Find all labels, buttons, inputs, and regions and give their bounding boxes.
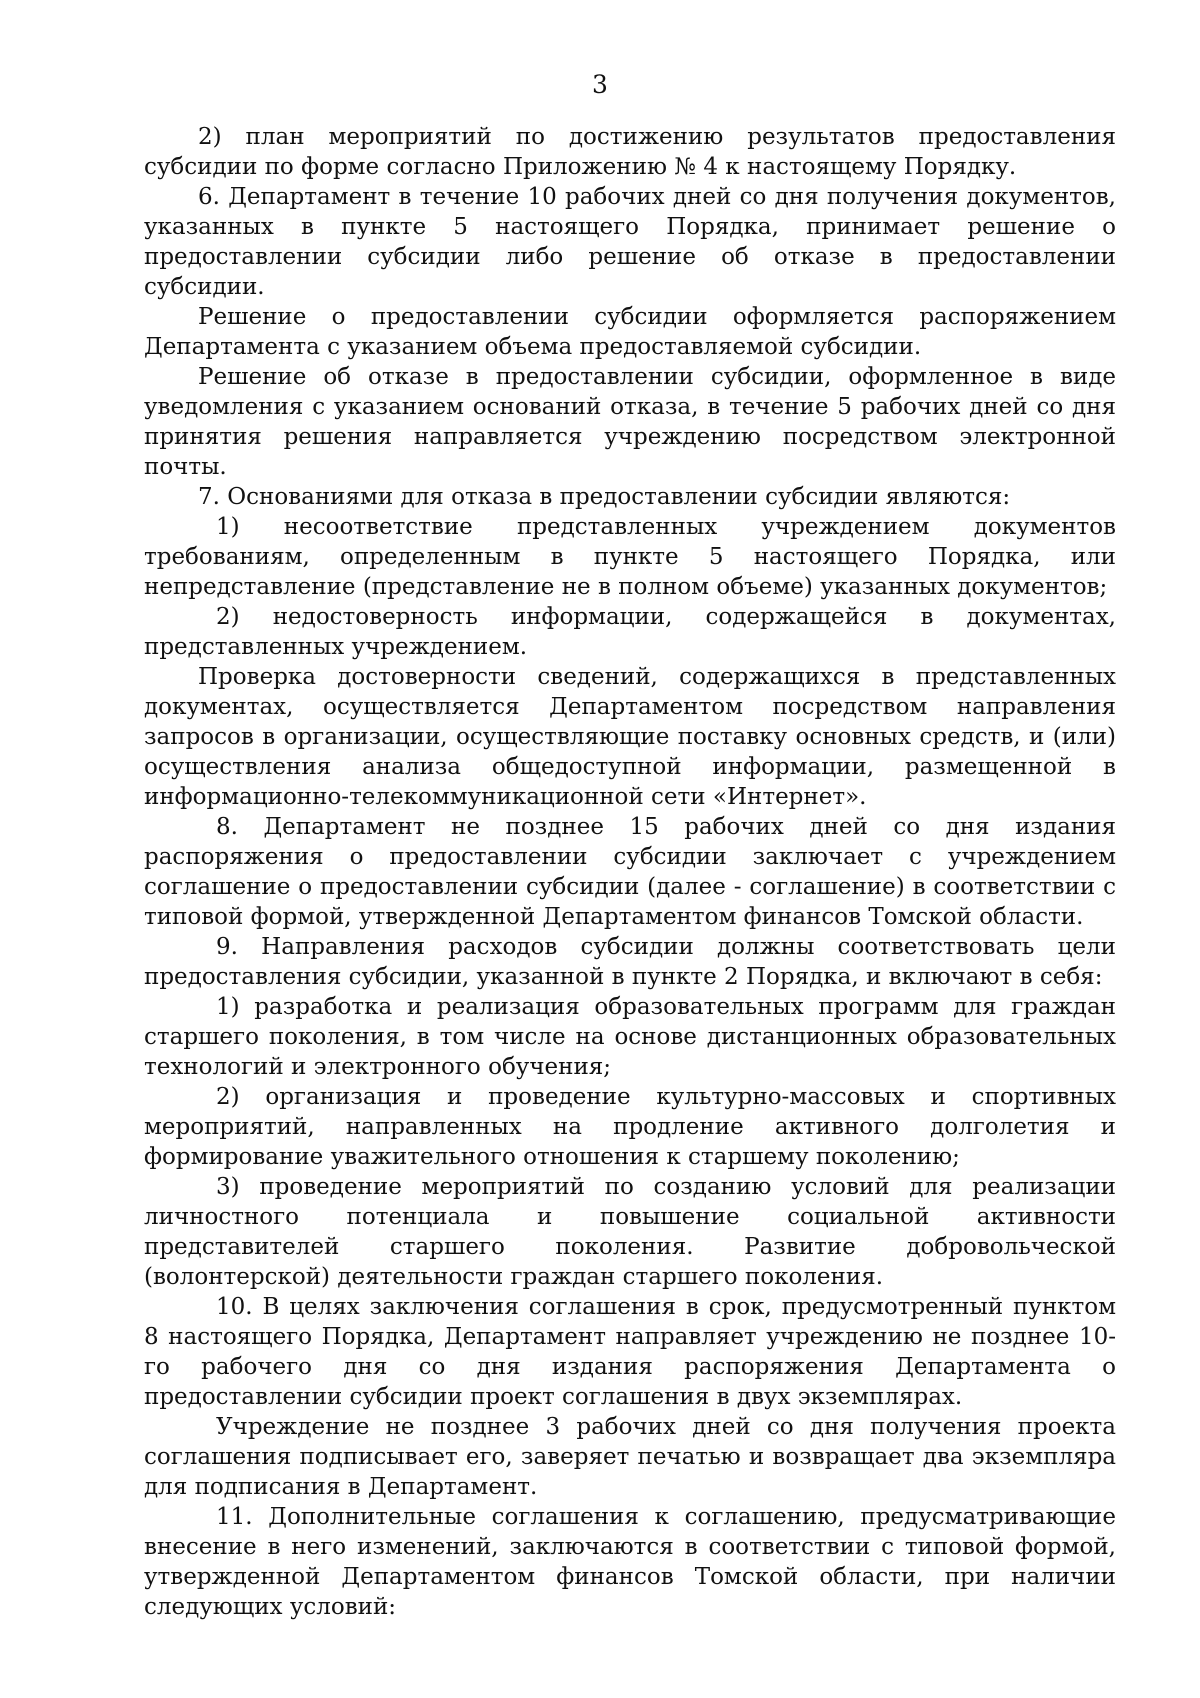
paragraph: Решение о предоставлении субсидии оформляется распоряжением Департамента с указанием объема предоставляемой субсидии. xyxy=(144,304,1116,360)
paragraph: 1) несоответствие представленных учреждением документов требованиям, определенным в пункте 5 настоящего Порядка, или непредставление (представление не в полном объеме) указанных документов; xyxy=(144,514,1116,600)
paragraph: 9. Направления расходов субсидии должны соответствовать цели предоставления субсидии, указанной в пункте 2 Порядка, и включают в себя: xyxy=(144,934,1116,990)
paragraph: 2) недостоверность информации, содержащейся в документах, представленных учреждением. xyxy=(144,604,1116,660)
document-body xyxy=(144,122,1116,1622)
paragraph: 3) проведение мероприятий по созданию условий для реализации личностного потенциала и повышение социальной активности представителей старшего поколения. Развитие добровольческой (волонтерской) деятельности граждан старшего поколения. xyxy=(144,1174,1116,1290)
paragraph: 7. Основаниями для отказа в предоставлении субсидии являются: xyxy=(198,484,1011,510)
page-number: 3 xyxy=(592,70,608,99)
paragraph: Проверка достоверности сведений, содержащихся в представленных документах, осуществляется Департаментом посредством направления запросов в организации, осуществляющие поставку основных средств, и (или) осуществления анализа общедоступной информации, размещенной в информационно-телекоммуникационной сети «Интернет». xyxy=(144,664,1116,810)
paragraph: 6. Департамент в течение 10 рабочих дней со дня получения документов, указанных в пункте 5 настоящего Порядка, принимает решение о предоставлении субсидии либо решение об отказе в предоставлении субсидии. xyxy=(144,184,1116,300)
paragraph: 2) план мероприятий по достижению результатов предоставления субсидии по форме согласно Приложению № 4 к настоящему Порядку. xyxy=(144,124,1116,180)
paragraph: 10. В целях заключения соглашения в срок, предусмотренный пунктом 8 настоящего Порядка, Департамент направляет учреждению не позднее 10-го рабочего дня со дня издания распоряжения Департамента о предоставлении субсидии проект соглашения в двух экземплярах. xyxy=(144,1294,1116,1410)
paragraph: Учреждение не позднее 3 рабочих дней со дня получения проекта соглашения подписывает его, заверяет печатью и возвращает два экземпляра для подписания в Департамент. xyxy=(144,1414,1116,1500)
paragraph: 2) организация и проведение культурно-массовых и спортивных мероприятий, направленных на продление активного долголетия и формирование уважительного отношения к старшему поколению; xyxy=(144,1084,1116,1170)
paragraph: 1) разработка и реализация образовательных программ для граждан старшего поколения, в том числе на основе дистанционных образовательных технологий и электронного обучения; xyxy=(144,994,1116,1080)
paragraph: 11. Дополнительные соглашения к соглашению, предусматривающие внесение в него изменений, заключаются в соответствии с типовой формой, утвержденной Департаментом финансов Томской области, при наличии следующих условий: xyxy=(144,1504,1116,1620)
paragraph: 8. Департамент не позднее 15 рабочих дней со дня издания распоряжения о предоставлении субсидии заключает с учреждением соглашение о предоставлении субсидии (далее - соглашение) в соответствии с типовой формой, утвержденной Департаментом финансов Томской области. xyxy=(144,814,1116,930)
paragraph: Решение об отказе в предоставлении субсидии, оформленное в виде уведомления с указанием оснований отказа, в течение 5 рабочих дней со дня принятия решения направляется учреждению посредством электронной почты. xyxy=(144,364,1116,480)
